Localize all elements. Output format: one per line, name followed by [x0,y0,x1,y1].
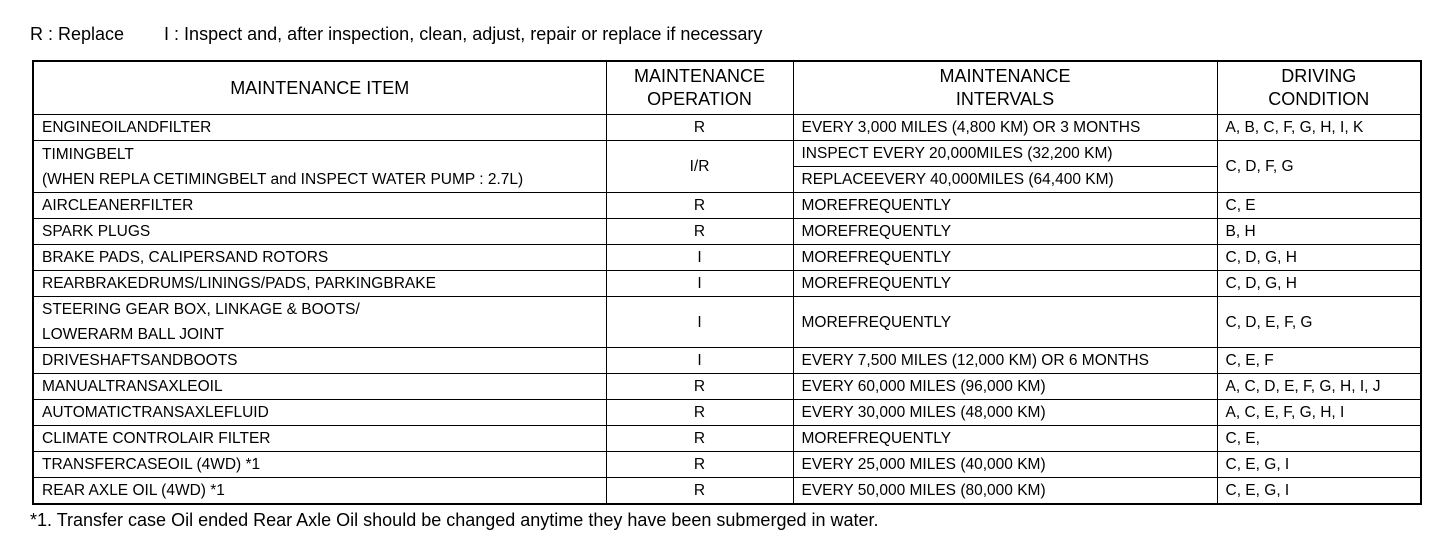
header-maintenance-operation [606,61,793,115]
operation-cell: R [606,400,793,426]
interval-cell: MOREFREQUENTLY [793,219,1217,245]
header-maintenance-item: MAINTENANCE ITEM [33,61,606,115]
item-cell [33,297,606,348]
item-cell: CLIMATE CONTROLAIR FILTER [33,426,606,452]
interval-cell: EVERY 7,500 MILES (12,000 KM) OR 6 MONTHS [793,348,1217,374]
item-cell: ENGINEOILANDFILTER [33,115,606,141]
item-cell [33,141,606,193]
condition-cell: C, E, G, I [1217,452,1421,478]
interval-cell: MOREFREQUENTLY [793,271,1217,297]
table-row [33,193,1421,219]
interval-cell: MOREFREQUENTLY [793,297,1217,348]
table-row [33,297,1421,348]
interval-cell: EVERY 25,000 MILES (40,000 KM) [793,452,1217,478]
item-line-2: LOWERARM BALL JOINT [42,326,225,343]
condition-cell: C, E [1217,193,1421,219]
header-condition-line-2: CONDITION [1268,89,1370,109]
item-line-1: STEERING GEAR BOX, LINKAGE & BOOTS/ [42,301,360,318]
condition-cell: C, D, E, F, G [1217,297,1421,348]
header-operation-line-1: MAINTENANCE [633,66,765,86]
operation-cell: R [606,478,793,505]
interval-cell: EVERY 50,000 MILES (80,000 KM) [793,478,1217,505]
table-row [33,115,1421,141]
item-cell: REARBRAKEDRUMS/LININGS/PADS, PARKINGBRAKE [33,271,606,297]
table-row [33,478,1421,505]
condition-cell: A, C, E, F, G, H, I [1217,400,1421,426]
operation-cell: R [606,452,793,478]
item-cell: DRIVESHAFTSANDBOOTS [33,348,606,374]
operation-cell: R [606,426,793,452]
item-cell: AUTOMATICTRANSAXLEFLUID [33,400,606,426]
table-row [33,245,1421,271]
table-row [33,426,1421,452]
interval-cell: EVERY 60,000 MILES (96,000 KM) [793,374,1217,400]
operation-cell: R [606,115,793,141]
header-intervals-line-1: MAINTENANCE [939,66,1071,86]
operation-cell: R [606,219,793,245]
operation-cell: I/R [606,141,793,193]
condition-cell: A, B, C, F, G, H, I, K [1217,115,1421,141]
operation-cell: I [606,297,793,348]
table-header-row [33,61,1421,115]
table-row [33,374,1421,400]
header-operation-line-2: OPERATION [647,89,752,109]
interval-cell: REPLACEEVERY 40,000MILES (64,400 KM) [793,167,1217,193]
item-cell: BRAKE PADS, CALIPERSAND ROTORS [33,245,606,271]
operation-cell: I [606,348,793,374]
operation-cell: I [606,271,793,297]
maintenance-table [32,60,1422,505]
item-cell: AIRCLEANERFILTER [33,193,606,219]
interval-cell: MOREFREQUENTLY [793,245,1217,271]
table-row [33,219,1421,245]
legend-text: R : Replace I : Inspect and, after inspection, clean, adjust, repair or replace if necessary [30,24,763,44]
item-cell: REAR AXLE OIL (4WD) *1 [33,478,606,505]
condition-cell: C, E, G, I [1217,478,1421,505]
interval-cell: MOREFREQUENTLY [793,426,1217,452]
condition-cell: C, D, F, G [1217,141,1421,193]
operation-cell: R [606,374,793,400]
condition-cell: C, E, F [1217,348,1421,374]
table-row [33,400,1421,426]
item-cell: MANUALTRANSAXLEOIL [33,374,606,400]
header-intervals-line-2: INTERVALS [955,89,1055,109]
table-row [33,348,1421,374]
interval-cell: MOREFREQUENTLY [793,193,1217,219]
condition-cell: A, C, D, E, F, G, H, I, J [1217,374,1421,400]
item-cell: TRANSFERCASEOIL (4WD) *1 [33,452,606,478]
condition-cell: B, H [1217,219,1421,245]
condition-cell: C, D, G, H [1217,245,1421,271]
condition-cell: C, D, G, H [1217,271,1421,297]
interval-cell: INSPECT EVERY 20,000MILES (32,200 KM) [793,141,1217,167]
footnote-text: *1. Transfer case Oil ended Rear Axle Oil should be changed anytime they have been submerged in water. [30,510,879,530]
condition-cell: C, E, [1217,426,1421,452]
interval-cell: EVERY 30,000 MILES (48,000 KM) [793,400,1217,426]
header-driving-condition [1217,61,1421,115]
header-maintenance-intervals [793,61,1217,115]
table-row [33,452,1421,478]
header-condition-line-1: DRIVING [1281,66,1357,86]
table-row [33,141,1421,167]
item-line-2: (WHEN REPLA CETIMINGBELT and INSPECT WATER PUMP : 2.7L) [42,170,524,188]
item-cell: SPARK PLUGS [33,219,606,245]
operation-cell: R [606,193,793,219]
operation-cell: I [606,245,793,271]
item-line-1: TIMINGBELT [42,145,134,163]
interval-cell: EVERY 3,000 MILES (4,800 KM) OR 3 MONTHS [793,115,1217,141]
table-row [33,271,1421,297]
